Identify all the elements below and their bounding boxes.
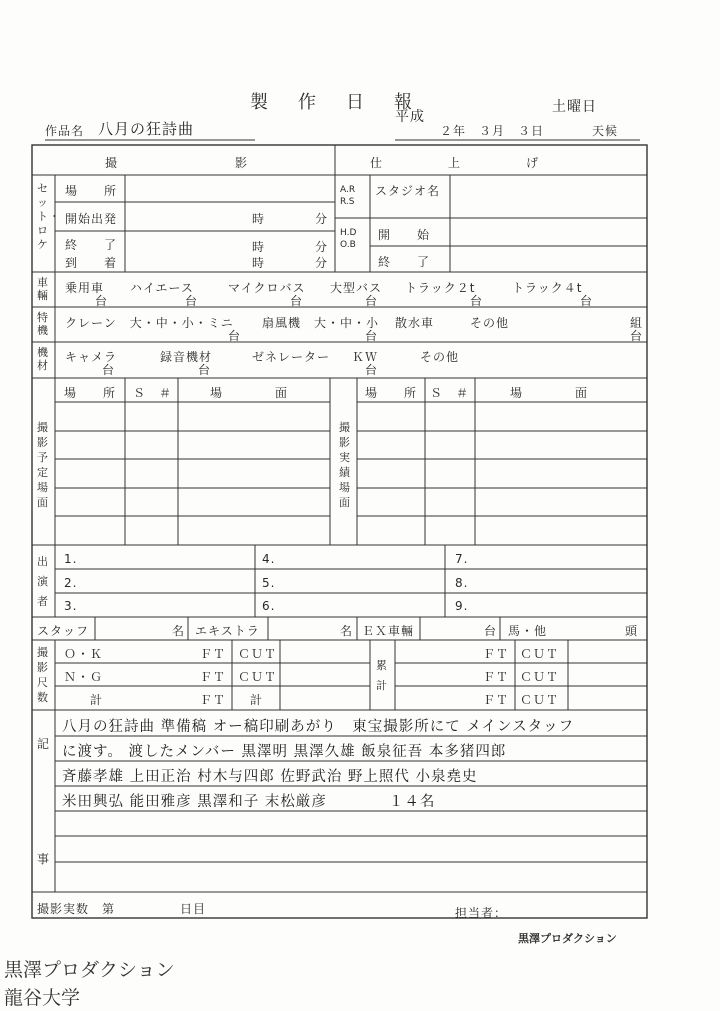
staff-label: スタッフ: [37, 624, 90, 638]
head-unit: 頭: [625, 624, 639, 638]
vehicle-unit-6: 台: [580, 294, 594, 308]
footage-ft-1: ＦＴ: [200, 647, 227, 661]
equipment-unit-1: 台: [102, 363, 116, 377]
vehicle-hiace: ハイエース: [130, 281, 194, 295]
planned-col-place: 場 所: [64, 386, 117, 400]
cumulative-ft-2: ＦＴ: [483, 670, 510, 684]
set-fun-3: 分: [315, 256, 329, 270]
special-set-unit: 組: [630, 316, 644, 330]
cast-slot-7: 7.: [455, 552, 469, 566]
set-ji-1: 時: [252, 212, 266, 226]
weekday-stamp: 土曜日: [552, 99, 597, 115]
cast-slot-3: 3.: [64, 599, 78, 613]
credit-kurosawa: 黒澤プロダクション: [4, 959, 175, 981]
special-crane: クレーン 大・中・小・ミニ: [65, 316, 234, 330]
credit-ryukoku: 龍谷大学: [4, 987, 81, 1009]
era-stamp: 平成: [395, 109, 425, 125]
cast-slot-1: 1.: [64, 552, 78, 566]
cumulative-cut-1: ＣＵＴ: [520, 647, 560, 661]
footage-ng: Ｎ・Ｇ: [64, 670, 104, 684]
special-label: 特機: [37, 311, 49, 337]
footage-cut-2: ＣＵＴ: [238, 670, 278, 684]
cumulative-cut-3: ＣＵＴ: [520, 693, 560, 707]
special-unit-2: 台: [365, 329, 379, 343]
vehicle-bus: 大型バス: [330, 281, 383, 295]
studio-name-label: スタジオ名: [375, 184, 441, 198]
set-fun-2: 分: [315, 240, 329, 254]
footage-total: 計: [90, 693, 104, 707]
actual-col-scene: 場 面: [510, 386, 589, 400]
equipment-camera: キャメラ: [65, 350, 118, 364]
equipment-unit-3: 台: [365, 363, 379, 377]
footage-ok: Ｏ・Ｋ: [64, 647, 104, 661]
cast-label: 出演者: [37, 555, 49, 608]
set-side-label: セット・ロケ: [37, 182, 61, 251]
company-stamp: 黒澤プロダクション: [518, 932, 617, 945]
special-sprinkler: 散水車: [395, 316, 435, 330]
notes-label-2: 事: [37, 852, 51, 866]
hd-ob-label: H.D O.B: [340, 228, 357, 250]
extra-label: エキストラ: [195, 624, 260, 638]
footage-cut-1: ＣＵＴ: [238, 647, 278, 661]
planned-col-scene: 場 面: [210, 386, 289, 400]
actual-scenes-label: 撮影実績場面: [339, 421, 351, 509]
studio-start-label: 開 始: [378, 228, 431, 242]
special-unit-3: 台: [630, 329, 644, 343]
vehicle-microbus: マイクロバス: [228, 281, 306, 295]
equipment-sound: 録音機材: [160, 350, 213, 364]
notes-line-3: 斉藤孝雄 上田正治 村木与四郎 佐野武治 野上照代 小泉堯史: [62, 769, 478, 785]
header-shooting: 撮 影: [105, 156, 249, 170]
studio-end-label: 終 了: [378, 255, 431, 269]
cast-slot-4: 4.: [262, 552, 276, 566]
vehicle-unit-5: 台: [470, 294, 484, 308]
form-date: ２年 ３月 ３日: [440, 124, 545, 138]
actual-col-place: 場 所: [365, 386, 418, 400]
vehicle-unit-1: 台: [95, 294, 109, 308]
cast-slot-5: 5.: [262, 576, 276, 590]
staff-name-unit: 名: [172, 624, 186, 638]
vehicles-label: 車輛: [37, 276, 49, 302]
equipment-other: その他: [420, 350, 460, 364]
cast-slot-9: 9.: [455, 599, 469, 613]
footage-ft-3: ＦＴ: [200, 693, 227, 707]
footer-days: 撮影実数 第 日目: [37, 902, 207, 916]
work-title: 八月の狂詩曲: [98, 120, 195, 138]
equipment-unit-2: 台: [198, 363, 212, 377]
vehicle-truck-2t: トラック２t: [405, 281, 476, 295]
set-start-label: 開始出発: [65, 212, 118, 226]
cast-slot-2: 2.: [64, 576, 78, 590]
vehicle-unit-3: 台: [290, 294, 304, 308]
notes-line-1: 八月の狂詩曲 準備稿 オー稿印刷あがり 東宝撮影所にて メインスタッフ: [62, 719, 575, 735]
form-title: 製 作 日 報: [250, 92, 418, 113]
footage-cumulative-label: 累計: [376, 659, 388, 692]
notes-line-2: に渡す。 渡したメンバー 黒澤明 黒澤久雄 飯泉征吾 本多猪四郎: [62, 744, 507, 760]
notes-label-1: 記: [37, 737, 51, 751]
cast-slot-8: 8.: [455, 576, 469, 590]
set-place-label: 場 所: [65, 184, 118, 198]
equipment-label: 機材: [37, 346, 49, 372]
weather-label: 天候: [592, 124, 619, 138]
cumulative-ft-1: ＦＴ: [483, 647, 510, 661]
vehicle-sedan: 乗用車: [65, 281, 105, 295]
vehicle-unit-4: 台: [365, 294, 379, 308]
set-ji-2: 時: [252, 240, 266, 254]
set-fun-1: 分: [315, 212, 329, 226]
footer-manager: 担当者：: [455, 906, 508, 920]
footage-sum: 計: [250, 693, 264, 707]
planned-col-s: Ｓ ＃: [133, 386, 173, 400]
special-wind: 扇風機 大・中・小: [262, 316, 380, 330]
ar-rs-label: A.R R.S: [340, 185, 356, 207]
cumulative-ft-3: ＦＴ: [483, 693, 510, 707]
set-end-label: 終 了: [65, 238, 118, 252]
equipment-generator: ゼネレーター: [252, 350, 331, 364]
notes-line-4: 米田興弘 能田雅彦 黒澤和子 末松厳彦 １４名: [62, 794, 436, 810]
set-ji-3: 時: [252, 256, 266, 270]
footage-ft-2: ＦＴ: [200, 670, 227, 684]
special-unit-1: 台: [228, 329, 242, 343]
header-finishing: 仕 上 げ: [370, 156, 540, 170]
ex-vehicle-unit: 台: [484, 624, 498, 638]
cast-slot-6: 6.: [262, 599, 276, 613]
ex-vehicle-label: ＥＸ車輛: [362, 624, 415, 638]
actual-col-s: Ｓ ＃: [430, 386, 470, 400]
vehicle-truck-4t: トラック４t: [512, 281, 583, 295]
special-other: その他: [470, 316, 510, 330]
planned-scenes-label: 撮影予定場面: [37, 421, 49, 509]
extra-name-unit: 名: [340, 624, 354, 638]
equipment-kw: ＫＷ: [352, 350, 379, 364]
horse-label: 馬・他: [508, 624, 548, 638]
work-label: 作品名: [45, 124, 85, 138]
cumulative-cut-2: ＣＵＴ: [520, 670, 560, 684]
vehicle-unit-2: 台: [185, 294, 199, 308]
set-arrival-label: 到 着: [65, 256, 118, 270]
footage-label: 撮影尺数: [37, 646, 49, 704]
